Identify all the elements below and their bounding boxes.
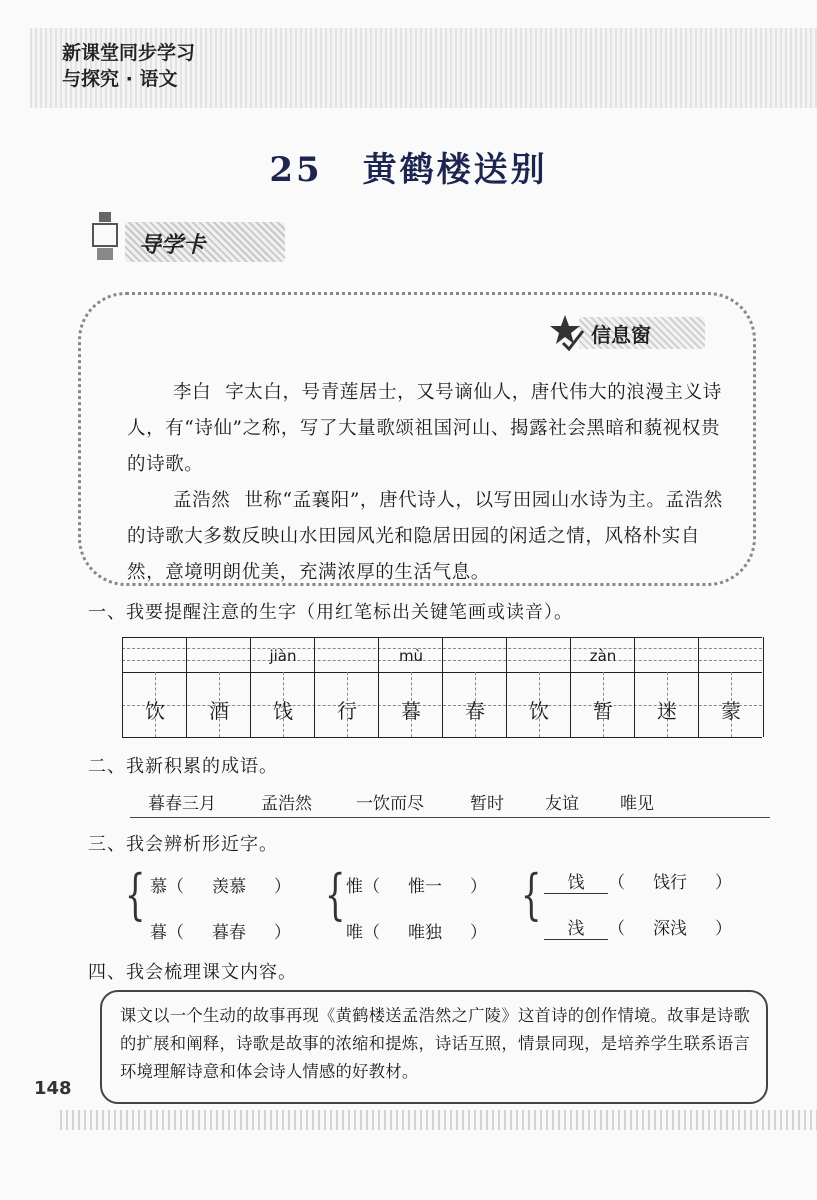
answer-word: 饯行 — [653, 873, 687, 893]
poet-bio: 字太白，号青莲居士，又号谪仙人，唐代伟大的浪漫主义诗人，有“诗仙”之称，写了大量歌颂祖国河山、揭露社会黑暗和藐视权贵的诗歌。 — [127, 382, 722, 475]
info-window-box — [78, 292, 756, 586]
character: 饮 — [529, 699, 549, 723]
char-pair: 浅 （ 深浅 ） — [544, 914, 732, 940]
page-number: 148 — [34, 1078, 72, 1099]
idiom: 孟浩然 — [261, 794, 312, 814]
brace: { — [324, 863, 346, 926]
section-4-title: 四、我会梳理课文内容。 — [88, 962, 297, 983]
lesson-name: 黄鹤楼送别 — [362, 150, 548, 190]
idiom: 一饮而尽 — [356, 794, 424, 814]
star-check-icon — [549, 313, 589, 353]
similar-char: 惟 — [346, 877, 363, 897]
summary-box — [100, 990, 768, 1104]
summary-text: 课文以一个生动的故事再现《黄鹤楼送孟浩然之广陵》这首诗的创作情境。故事是诗歌的扩展和阐释，诗歌是故事的浓缩和提炼，诗话互照，情景同现，是培养学生联系语言环境理解诗意和体会诗人情感的好教材。 — [120, 1006, 751, 1081]
char-pair: 唯（ 唯独 ） — [346, 918, 487, 943]
grid-cell — [442, 637, 507, 737]
lesson-title — [0, 142, 817, 191]
grid-cell — [314, 637, 379, 737]
poet-name: 孟浩然 — [173, 490, 231, 511]
character-grid — [122, 637, 762, 737]
answer-word: 深浅 — [653, 919, 687, 939]
idiom-list — [130, 789, 770, 818]
grid-cell — [186, 637, 251, 737]
book-series-title — [62, 40, 195, 92]
info-window-label: 信息窗 — [591, 323, 651, 347]
grid-cell — [506, 637, 571, 737]
answer-word: 羡慕 — [212, 877, 246, 897]
idiom: 唯见 — [620, 794, 654, 814]
character: 暮 — [401, 699, 421, 723]
grid-cell — [378, 637, 443, 737]
answer-word: 暮春 — [212, 923, 246, 943]
similar-char: 暮 — [150, 923, 167, 943]
grid-cell — [250, 637, 315, 737]
similar-char: 唯 — [346, 923, 363, 943]
brace: { — [520, 863, 542, 926]
idiom: 友谊 — [545, 794, 579, 814]
char-pair: 暮（ 暮春 ） — [150, 918, 291, 943]
lesson-number: 25 — [269, 150, 323, 190]
info-paragraph-libai — [127, 375, 727, 483]
grid-cell — [570, 637, 635, 737]
grid-cell — [634, 637, 699, 737]
character: 饮 — [145, 699, 165, 723]
character: 酒 — [209, 699, 229, 723]
info-paragraph-menghaoran — [127, 483, 727, 591]
character: 行 — [337, 699, 357, 723]
series-line-1: 新课堂同步学习 — [62, 42, 196, 64]
poet-name: 李白 — [173, 382, 212, 403]
character: 饯 — [273, 699, 293, 723]
idiom: 暂时 — [470, 794, 504, 814]
guide-card-badge — [85, 208, 285, 266]
brace: { — [124, 863, 146, 926]
section-3-title: 三、我会辨析形近字。 — [88, 834, 278, 855]
character: 迷 — [657, 699, 677, 723]
answer-char: 浅 — [544, 914, 608, 940]
pinyin: mù — [398, 647, 424, 665]
section-1-title: 一、我要提醒注意的生字（用红笔标出关键笔画或读音）。 — [88, 602, 573, 623]
info-window-header — [549, 313, 709, 353]
char-pair: 慕（ 羡慕 ） — [150, 872, 291, 897]
answer-word: 唯独 — [408, 923, 442, 943]
section-2-title: 二、我新积累的成语。 — [88, 756, 278, 777]
series-line-2: 与探究 · 语文 — [62, 68, 178, 90]
guide-card-label: 导学卡 — [139, 233, 206, 258]
pinyin: zàn — [589, 647, 617, 665]
answer-char: 饯 — [544, 868, 608, 894]
poet-bio: 世称“孟襄阳”，唐代诗人，以写田园山水诗为主。孟浩然的诗歌大多数反映山水田园风光和隐居田园的闲适之情，风格朴实自然，意境明朗优美，充满浓厚的生活气息。 — [127, 490, 723, 583]
footer-decoration — [60, 1110, 817, 1130]
char-pair: 饯 （ 饯行 ） — [544, 868, 732, 894]
pinyin: jiàn — [269, 647, 297, 665]
idiom: 暮春三月 — [148, 794, 216, 814]
answer-word: 惟一 — [408, 877, 442, 897]
lamp-icon — [85, 208, 125, 264]
character: 暂 — [593, 699, 613, 723]
character: 蒙 — [721, 699, 741, 723]
grid-cell — [122, 637, 187, 737]
character: 春 — [465, 699, 485, 723]
similar-char: 慕 — [150, 877, 167, 897]
grid-line — [122, 737, 762, 738]
grid-cell — [698, 637, 764, 737]
char-pair: 惟（ 惟一 ） — [346, 872, 487, 897]
